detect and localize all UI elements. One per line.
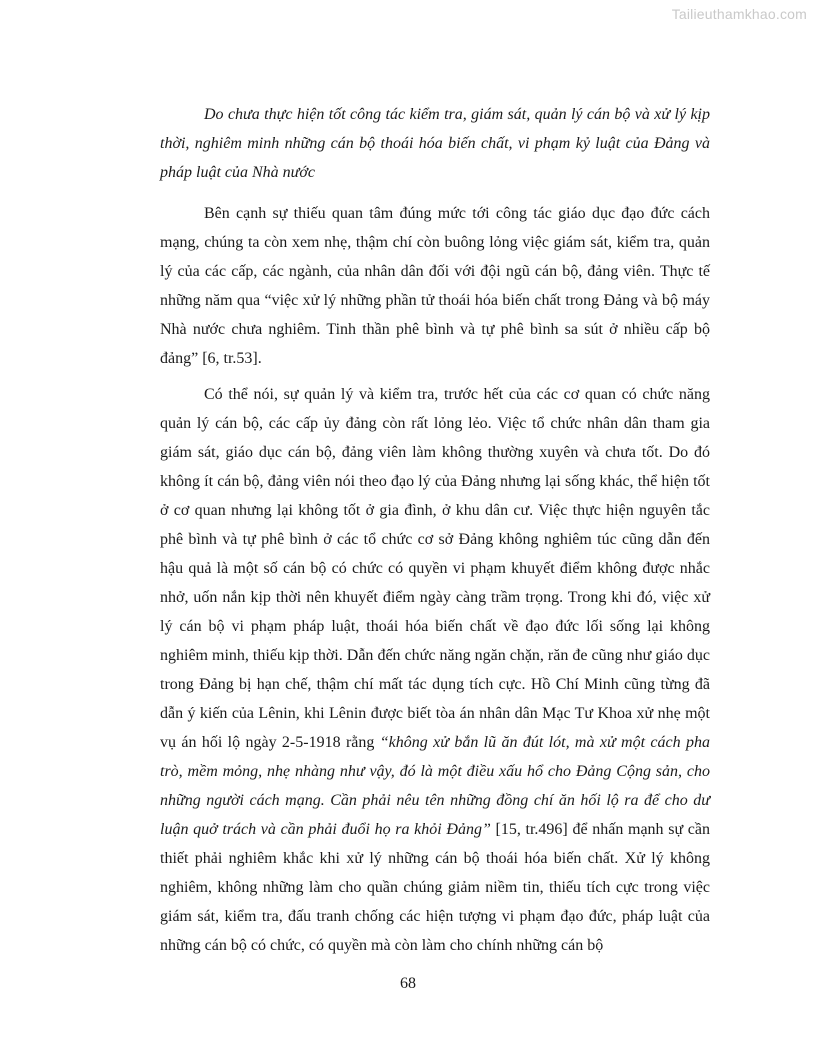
paragraph-text: Có thể nói, sự quản lý và kiểm tra, trước hết của các cơ quan có chức năng quản lý cán bộ, các cấp ủy đảng còn rất lỏng lẻo. Việc tổ chức nhân dân tham gia giám sát, giáo dục cán bộ, đảng viên làm không thường xuyên và chưa tốt. Do đó không ít cán bộ, đảng viên nói theo đạo lý của Đảng nhưng lại sống khác, thể hiện tốt ở cơ quan nhưng lại không tốt ở gia đình, ở khu dân cư. Việc thực hiện nguyên tắc phê bình và tự phê bình ở các tổ chức cơ sở Đảng không nghiêm túc cũng dẫn đến hậu quả là một số cán bộ có chức có quyền vi phạm khuyết điểm không được nhắc nhở, uốn nắn kịp thời nên khuyết điểm ngày càng trầm trọng. Trong khi đó, việc xử lý cán bộ vi phạm pháp luật, thoái hóa biến chất về đạo đức lối sống lại không nghiêm minh, thiếu kịp thời. Dẫn đến chức năng ngăn chặn, răn đe cũng như giáo dục trong Đảng bị hạn chế, thậm chí mất tác dụng tích cực. Hồ Chí Minh cũng từng đã dẫn ý kiến của Lênin, khi Lênin được biết tòa án nhân dân Mạc Tư Khoa xử nhẹ một vụ án hối lộ ngày 2-5-1918 rằng [160, 386, 710, 751]
watermark-text: Tailieuthamkhao.com [671, 6, 807, 22]
paragraph-text: [15, tr.496] để nhấn mạnh sự cần thiết phải nghiêm khắc khi xử lý những cán bộ thoái hóa biến chất. Xử lý không nghiêm, không những làm cho quần chúng giảm niềm tin, thiếu tích cực trong việc giám sát, kiểm tra, đấu tranh chống các hiện tượng vi phạm đạo đức, pháp luật của những cán bộ có chức, có quyền mà còn làm cho chính những cán bộ [160, 821, 710, 954]
quotation: “không xử bắn lũ ăn đút lót, mà xử một cách pha trò, mềm mỏng, nhẹ nhàng như vậy, đó là một điều xấu hổ cho Đảng Cộng sản, cho những người cách mạng. Cần phải nêu tên những đồng chí ăn hối lộ ra để cho dư luận quở trách và cần phải đuổi họ ra khỏi Đảng” [160, 734, 710, 838]
paragraph: Bên cạnh sự thiếu quan tâm đúng mức tới công tác giáo dục đạo đức cách mạng, chúng ta còn xem nhẹ, thậm chí còn buông lỏng việc giám sát, kiểm tra, quản lý của các cấp, các ngành, của nhân dân đối với đội ngũ cán bộ, đảng viên. Thực tế những năm qua “việc xử lý những phần tử thoái hóa biến chất trong Đảng và bộ máy Nhà nước chưa nghiêm. Tinh thần phê bình và tự phê bình sa sút ở nhiều cấp bộ đảng” [6, tr.53]. [160, 205, 710, 367]
paragraph [160, 380, 710, 960]
page-number: 68 [400, 975, 416, 992]
document-body [160, 100, 710, 967]
section-heading: Do chưa thực hiện tốt công tác kiểm tra, giám sát, quản lý cán bộ và xử lý kịp thời, nghiêm minh những cán bộ thoái hóa biến chất, vi phạm kỷ luật của Đảng và pháp luật của Nhà nước [160, 106, 710, 181]
